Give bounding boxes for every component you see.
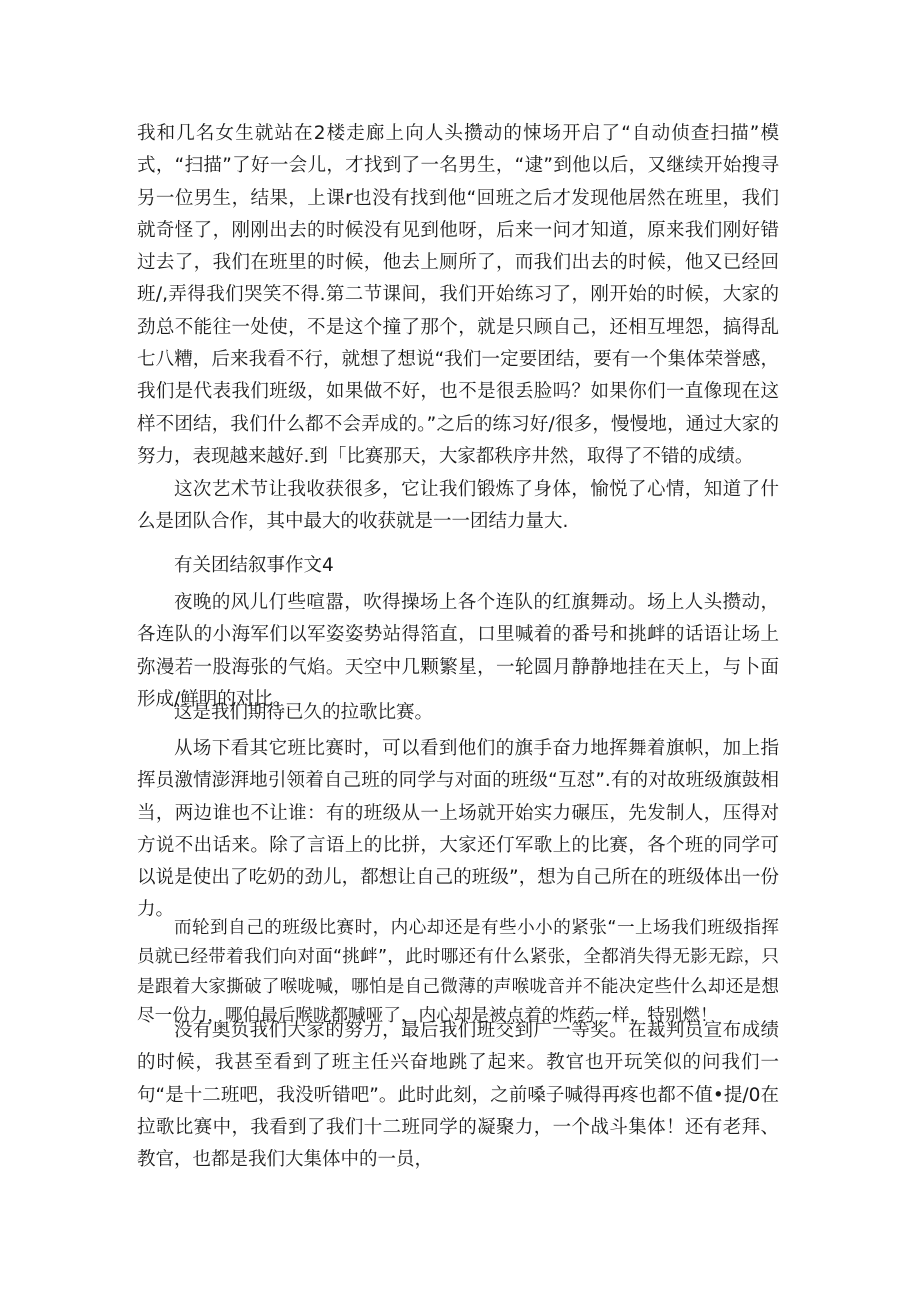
paragraph-anticipation: 这是我们期待已久的拉歌比赛。 xyxy=(174,702,434,723)
paragraph-art-festival-practice: 我和几名女生就站在2楼走廊上向人头攒动的悚场开启了“自动侦查扫描”模式，“扫描”了好一会儿，才找到了一名男生，“逮”到他以后，又继续开始搜寻另一位男生，结果，上课r也没有找到他“回班之后才发现他居然在班里，我们就奇怪了，刚刚出去的时候没有见到他呀，后来一问才知道，原来我们刚好错过去了，我们在班里的时候，他去上厕所了，而我们出去的时候，他又已经回班/,弄得我们哭笑不得.第二节课间，我们开始练习了，刚开始的时候，大家的劲总不能往一处使，不是这个撞了那个，就是只顾自己，还相互埋怨，搞得乱七八糟，后来我看不行，就想了想说“我们一定要团结，要有一个集体荣誉感，我们是代表我们班级，如果做不好，也不是很丢脸吗？如果你们一直像现在这样不团结，我们什么都不会弄成的。”之后的练习好/很多，慢慢地，通过大家的努力，表现越来越好.到「比赛那天，大家都秩序井然，取得了不错的成绩。 xyxy=(137,123,779,467)
section-title: 有关团结叙事作文4 xyxy=(174,555,334,576)
paragraph-art-festival-summary: 这次艺术节让我收获很多，它让我们锻炼了身体，愉悦了心情，知道了什么是团队合作，其中最大的收获就是一一团结力量大. xyxy=(137,479,779,533)
paragraph-our-turn: 而轮到自己的班级比赛时，内心却还是有些小小的紧张“一上场我们班级指挥员就已经带着我们向对面“挑衅”，此时哪还有什么紧张，全都消失得无影无踪，只是跟着大家撕破了喉咙喊，哪怕是自己微薄的声喉咙音并不能决定些什么却还是想尽一份力，哪伯最后喉咙都喊哑了，内心却是被点着的炸药一样，特别燃！ xyxy=(137,918,779,1026)
paragraph-result: 没有奥负我们大家的努力，最后我们班交到广一等奖。在裁判员宣布成绩的时候，我甚至看到了班主任兴奋地跳了起来。教官也开玩笑似的问我们一句“是十二班吧，我没听错吧”。此时此刻，之前嗓子喊得再疼也都不值•提/0在拉歌比赛中，我看到了我们十二班同学的凝聚力，一个战斗集体！还有老拜、教官，也都是我们大集体中的一员， xyxy=(137,1020,779,1171)
paragraph-night-scene: 夜晚的风儿仃些喧嚣，吹得操场上各个连队的红旗舞动。场上人头攒动，各连队的小海军们以军姿姿势站得箔直，口里喊着的番号和挑衅的话语让场上弥漫若一股海张的气焰。天空中几颗繁星，一轮圆月静静地挂在天上，与卜面形成/鲜明的对比。 xyxy=(137,592,779,710)
paragraph-other-classes: 从场下看其它班比赛时，可以看到他们的旗手奋力地挥舞着旗帜，加上指挥员激情澎湃地引领着自己班的同学与对面的班级“互怼”.有的对故班级旗鼓相当，两边谁也不让谁：有的班级从一上场就开始实力碾压，先发制人，压得对方说不出话来。除了言语上的比拼，大家还仃军歌上的比赛，各个班的同学可以说是使出了吃奶的劲儿，都想让自己的班级”，想为自己所在的班级体出一份力。 xyxy=(137,738,779,921)
